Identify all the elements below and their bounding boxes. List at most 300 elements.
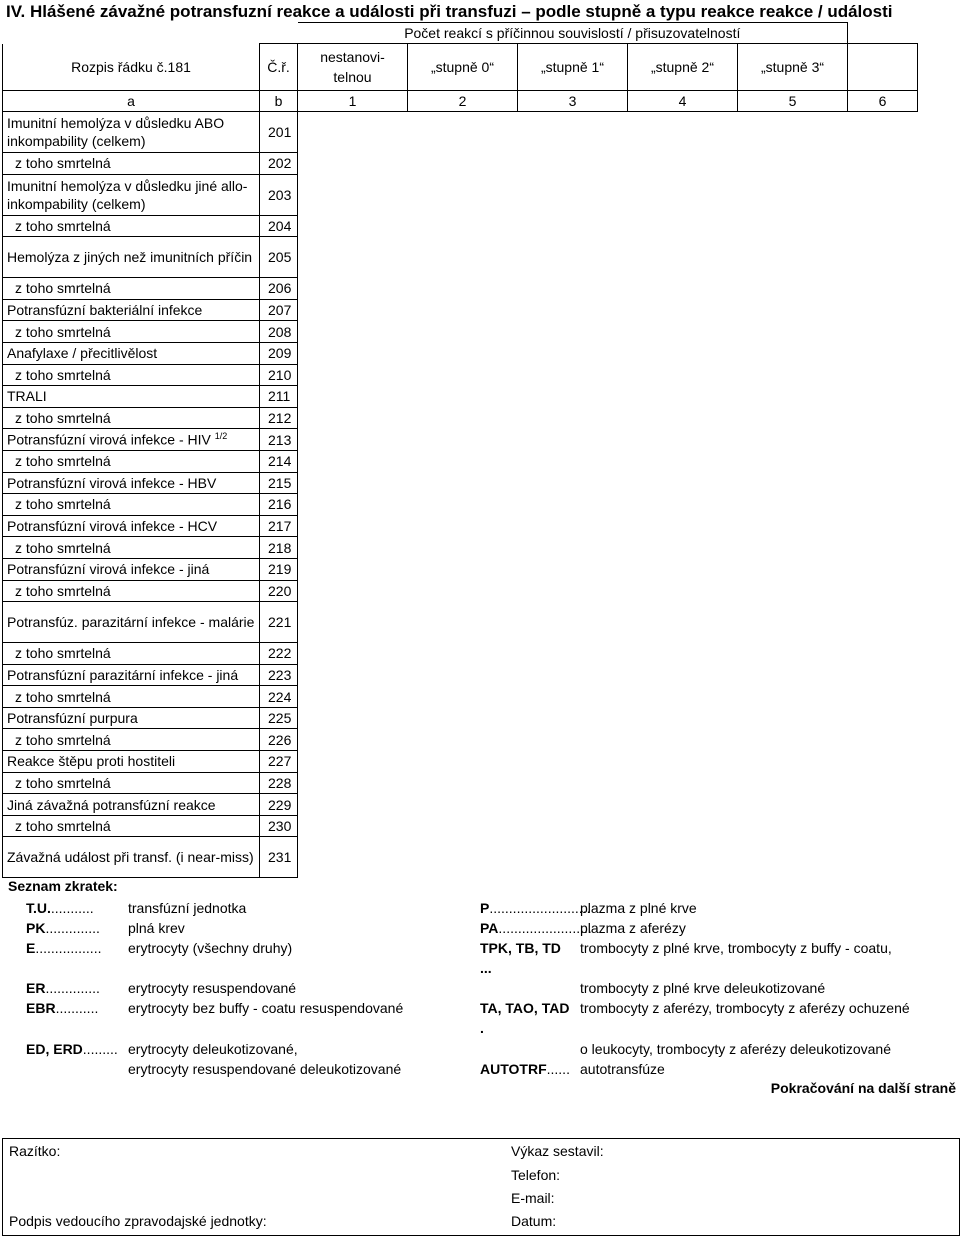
table-row (3, 278, 918, 300)
col-header-b: Č.ř. (260, 44, 298, 91)
row-number: 221 (260, 602, 298, 643)
value-cell-1[interactable] (298, 602, 408, 643)
value-cell-3[interactable] (518, 237, 628, 278)
value-cell-2[interactable] (408, 153, 518, 175)
table-row (3, 664, 918, 686)
value-cell-6[interactable] (848, 729, 918, 751)
value-cell-5[interactable] (738, 515, 848, 537)
row-number: 206 (260, 278, 298, 300)
row-number: 209 (260, 342, 298, 364)
letter-1: 1 (298, 91, 408, 112)
row-label: z toho smrtelná (3, 153, 260, 175)
value-cell-5[interactable] (738, 364, 848, 386)
letter-a: a (3, 91, 260, 112)
value-cell-2[interactable] (408, 602, 518, 643)
value-cell-2[interactable] (408, 515, 518, 537)
value-cell-6[interactable] (848, 153, 918, 175)
table-row (3, 386, 918, 408)
value-cell-3[interactable] (518, 321, 628, 343)
value-cell-4[interactable] (628, 174, 738, 215)
value-cell-5[interactable] (738, 558, 848, 580)
value-cell-5[interactable] (738, 707, 848, 729)
value-cell-5[interactable] (738, 278, 848, 300)
value-cell-4[interactable] (628, 429, 738, 451)
row-label: Potransfúzní bakteriální infekce (3, 299, 260, 321)
value-cell-1[interactable] (298, 237, 408, 278)
value-cell-5[interactable] (738, 772, 848, 794)
value-cell-3[interactable] (518, 299, 628, 321)
value-cell-4[interactable] (628, 153, 738, 175)
value-cell-5[interactable] (738, 537, 848, 559)
table-row (3, 515, 918, 537)
value-cell-3[interactable] (518, 174, 628, 215)
value-cell-3[interactable] (518, 558, 628, 580)
table-row (3, 707, 918, 729)
value-cell-3[interactable] (518, 278, 628, 300)
value-cell-2[interactable] (408, 215, 518, 237)
value-cell-5[interactable] (738, 494, 848, 516)
value-cell-3[interactable] (518, 215, 628, 237)
value-cell-1[interactable] (298, 321, 408, 343)
table-row (3, 299, 918, 321)
value-cell-3[interactable] (518, 450, 628, 472)
stamp-label: Razítko: (9, 1143, 61, 1159)
value-cell-2[interactable] (408, 837, 518, 878)
value-cell-2[interactable] (408, 386, 518, 408)
value-cell-2[interactable] (408, 299, 518, 321)
value-cell-1[interactable] (298, 643, 408, 665)
value-cell-3[interactable] (518, 112, 628, 153)
row-label: Potransfúz. parazitární infekce - malárie (3, 602, 260, 643)
value-cell-1[interactable] (298, 772, 408, 794)
value-cell-5[interactable] (738, 686, 848, 708)
value-cell-3[interactable] (518, 494, 628, 516)
value-cell-2[interactable] (408, 278, 518, 300)
value-cell-4[interactable] (628, 386, 738, 408)
row-label: z toho smrtelná (3, 407, 260, 429)
letter-3: 3 (518, 91, 628, 112)
row-number: 204 (260, 215, 298, 237)
value-cell-5[interactable] (738, 237, 848, 278)
value-cell-3[interactable] (518, 153, 628, 175)
value-cell-4[interactable] (628, 751, 738, 773)
value-cell-6[interactable] (848, 772, 918, 794)
value-cell-6[interactable] (848, 429, 918, 451)
col-header-6 (848, 44, 918, 91)
row-number: 201 (260, 112, 298, 153)
table-row (3, 772, 918, 794)
row-label: Reakce štěpu proti hostiteli (3, 751, 260, 773)
legend-item: AUTOTRF...... autotransfúze (480, 1061, 665, 1077)
letter-4: 4 (628, 91, 738, 112)
legend-item: EBR........... erytrocyty bez buffy - coatu resuspendované (26, 1000, 404, 1016)
value-cell-6[interactable] (848, 643, 918, 665)
row-label: z toho smrtelná (3, 364, 260, 386)
col-header-1: nestanovi-telnou (298, 44, 408, 91)
value-cell-6[interactable] (848, 751, 918, 773)
value-cell-3[interactable] (518, 342, 628, 364)
row-number: 224 (260, 686, 298, 708)
row-number: 222 (260, 643, 298, 665)
table-row (3, 729, 918, 751)
value-cell-1[interactable] (298, 837, 408, 878)
value-cell-2[interactable] (408, 450, 518, 472)
value-cell-3[interactable] (518, 472, 628, 494)
value-cell-2[interactable] (408, 580, 518, 602)
value-cell-4[interactable] (628, 772, 738, 794)
row-label: TRALI (3, 386, 260, 408)
row-number: 202 (260, 153, 298, 175)
row-number: 215 (260, 472, 298, 494)
value-cell-6[interactable] (848, 342, 918, 364)
value-cell-4[interactable] (628, 299, 738, 321)
value-cell-1[interactable] (298, 386, 408, 408)
table-row (3, 112, 918, 153)
row-number: 213 (260, 429, 298, 451)
legend-heading: Seznam zkratek: (8, 878, 118, 894)
value-cell-2[interactable] (408, 112, 518, 153)
value-cell-2[interactable] (408, 174, 518, 215)
legend-item: PK.............. plná krev (26, 920, 185, 936)
value-cell-3[interactable] (518, 837, 628, 878)
value-cell-3[interactable] (518, 602, 628, 643)
value-cell-5[interactable] (738, 342, 848, 364)
value-cell-3[interactable] (518, 364, 628, 386)
value-cell-3[interactable] (518, 386, 628, 408)
table-row (3, 602, 918, 643)
value-cell-1[interactable] (298, 686, 408, 708)
row-label: z toho smrtelná (3, 643, 260, 665)
col-header-3: „stupně 1“ (518, 44, 628, 91)
value-cell-1[interactable] (298, 407, 408, 429)
row-label: Anafylaxe / přecitlivělost (3, 342, 260, 364)
value-cell-6[interactable] (848, 707, 918, 729)
value-cell-4[interactable] (628, 450, 738, 472)
value-cell-6[interactable] (848, 494, 918, 516)
value-cell-2[interactable] (408, 472, 518, 494)
value-cell-1[interactable] (298, 537, 408, 559)
value-cell-6[interactable] (848, 837, 918, 878)
row-label: Imunitní hemolýza v důsledku jiné allo-inkompability (celkem) (3, 174, 260, 215)
value-cell-6[interactable] (848, 664, 918, 686)
value-cell-6[interactable] (848, 580, 918, 602)
value-cell-1[interactable] (298, 112, 408, 153)
row-number: 231 (260, 837, 298, 878)
table-row (3, 321, 918, 343)
value-cell-3[interactable] (518, 643, 628, 665)
legend-item: E................. erytrocyty (všechny druhy) (26, 940, 293, 956)
row-label: z toho smrtelná (3, 215, 260, 237)
value-cell-6[interactable] (848, 364, 918, 386)
value-cell-1[interactable] (298, 472, 408, 494)
table-row (3, 580, 918, 602)
table-row (3, 450, 918, 472)
value-cell-2[interactable] (408, 558, 518, 580)
row-label: z toho smrtelná (3, 321, 260, 343)
row-label: z toho smrtelná (3, 729, 260, 751)
row-number: 214 (260, 450, 298, 472)
row-number: 230 (260, 815, 298, 837)
value-cell-1[interactable] (298, 450, 408, 472)
legend-item: ER.............. erytrocyty resuspendované (26, 980, 297, 996)
value-cell-4[interactable] (628, 364, 738, 386)
value-cell-4[interactable] (628, 664, 738, 686)
value-cell-2[interactable] (408, 815, 518, 837)
value-cell-5[interactable] (738, 643, 848, 665)
value-cell-1[interactable] (298, 515, 408, 537)
value-cell-3[interactable] (518, 537, 628, 559)
row-label: Závažná událost při transf. (i near-miss) (3, 837, 260, 878)
value-cell-5[interactable] (738, 751, 848, 773)
value-cell-1[interactable] (298, 153, 408, 175)
value-cell-1[interactable] (298, 794, 408, 816)
value-cell-6[interactable] (848, 815, 918, 837)
value-cell-2[interactable] (408, 321, 518, 343)
legend-item: ... (480, 960, 492, 976)
value-cell-6[interactable] (848, 112, 918, 153)
value-cell-1[interactable] (298, 558, 408, 580)
row-label: z toho smrtelná (3, 686, 260, 708)
value-cell-1[interactable] (298, 815, 408, 837)
value-cell-2[interactable] (408, 237, 518, 278)
table-row (3, 237, 918, 278)
table-row (3, 794, 918, 816)
col-header-a: Rozpis řádku č.181 (3, 44, 260, 91)
row-number: 220 (260, 580, 298, 602)
legend-item: TA, TAO, TAD trombocyty z aferézy, trombocyty z aferézy ochuzené (480, 1000, 910, 1016)
table-row (3, 643, 918, 665)
value-cell-6[interactable] (848, 278, 918, 300)
row-number: 225 (260, 707, 298, 729)
value-cell-5[interactable] (738, 429, 848, 451)
value-cell-3[interactable] (518, 729, 628, 751)
row-number: 218 (260, 537, 298, 559)
value-cell-4[interactable] (628, 112, 738, 153)
value-cell-2[interactable] (408, 429, 518, 451)
value-cell-3[interactable] (518, 794, 628, 816)
value-cell-1[interactable] (298, 664, 408, 686)
value-cell-2[interactable] (408, 342, 518, 364)
value-cell-2[interactable] (408, 407, 518, 429)
value-cell-5[interactable] (738, 153, 848, 175)
col-header-4: „stupně 2“ (628, 44, 738, 91)
phone-label: Telefon: (511, 1167, 561, 1183)
value-cell-5[interactable] (738, 386, 848, 408)
letter-2: 2 (408, 91, 518, 112)
value-cell-5[interactable] (738, 299, 848, 321)
value-cell-4[interactable] (628, 729, 738, 751)
value-cell-1[interactable] (298, 429, 408, 451)
value-cell-6[interactable] (848, 602, 918, 643)
value-cell-1[interactable] (298, 174, 408, 215)
value-cell-4[interactable] (628, 537, 738, 559)
value-cell-4[interactable] (628, 686, 738, 708)
value-cell-1[interactable] (298, 580, 408, 602)
table-row (3, 537, 918, 559)
row-number: 205 (260, 237, 298, 278)
table-row (3, 407, 918, 429)
value-cell-2[interactable] (408, 772, 518, 794)
value-cell-2[interactable] (408, 707, 518, 729)
abbreviation-list (8, 878, 958, 898)
row-number: 217 (260, 515, 298, 537)
row-label: Potransfúzní virová infekce - HCV (3, 515, 260, 537)
value-cell-2[interactable] (408, 664, 518, 686)
legend-item: PA........................ plazma z aferézy (480, 920, 686, 936)
value-cell-2[interactable] (408, 643, 518, 665)
legend-item: . (480, 1020, 484, 1036)
row-number: 210 (260, 364, 298, 386)
table-row (3, 494, 918, 516)
value-cell-3[interactable] (518, 686, 628, 708)
row-label: z toho smrtelná (3, 494, 260, 516)
value-cell-6[interactable] (848, 215, 918, 237)
value-cell-4[interactable] (628, 837, 738, 878)
value-cell-6[interactable] (848, 407, 918, 429)
row-number: 229 (260, 794, 298, 816)
value-cell-2[interactable] (408, 794, 518, 816)
value-cell-2[interactable] (408, 751, 518, 773)
table-row (3, 364, 918, 386)
value-cell-4[interactable] (628, 321, 738, 343)
table-row (3, 174, 918, 215)
value-cell-1[interactable] (298, 342, 408, 364)
value-cell-2[interactable] (408, 494, 518, 516)
value-cell-4[interactable] (628, 494, 738, 516)
value-cell-5[interactable] (738, 472, 848, 494)
value-cell-4[interactable] (628, 558, 738, 580)
value-cell-1[interactable] (298, 751, 408, 773)
letter-6: 6 (848, 91, 918, 112)
value-cell-6[interactable] (848, 450, 918, 472)
email-label: E-mail: (511, 1190, 555, 1206)
legend-item: T.U............ transfúzní jednotka (26, 900, 247, 916)
value-cell-3[interactable] (518, 815, 628, 837)
row-label: z toho smrtelná (3, 580, 260, 602)
row-number: 207 (260, 299, 298, 321)
value-cell-4[interactable] (628, 815, 738, 837)
value-cell-1[interactable] (298, 299, 408, 321)
row-label: z toho smrtelná (3, 450, 260, 472)
row-label: Potransfúzní purpura (3, 707, 260, 729)
value-cell-4[interactable] (628, 643, 738, 665)
value-cell-6[interactable] (848, 386, 918, 408)
value-cell-5[interactable] (738, 112, 848, 153)
value-cell-5[interactable] (738, 321, 848, 343)
value-cell-4[interactable] (628, 794, 738, 816)
row-label: z toho smrtelná (3, 772, 260, 794)
value-cell-4[interactable] (628, 580, 738, 602)
letter-b: b (260, 91, 298, 112)
value-cell-6[interactable] (848, 686, 918, 708)
row-label: z toho smrtelná (3, 815, 260, 837)
value-cell-3[interactable] (518, 707, 628, 729)
row-number: 226 (260, 729, 298, 751)
value-cell-6[interactable] (848, 174, 918, 215)
value-cell-5[interactable] (738, 407, 848, 429)
signature-label: Podpis vedoucího zpravodajské jednotky: (9, 1213, 267, 1229)
value-cell-2[interactable] (408, 537, 518, 559)
row-number: 219 (260, 558, 298, 580)
table-row (3, 153, 918, 175)
value-cell-3[interactable] (518, 772, 628, 794)
value-cell-5[interactable] (738, 174, 848, 215)
value-cell-6[interactable] (848, 515, 918, 537)
value-cell-5[interactable] (738, 729, 848, 751)
value-cell-1[interactable] (298, 494, 408, 516)
table-row (3, 751, 918, 773)
value-cell-5[interactable] (738, 450, 848, 472)
value-cell-1[interactable] (298, 215, 408, 237)
value-cell-5[interactable] (738, 664, 848, 686)
value-cell-3[interactable] (518, 580, 628, 602)
value-cell-1[interactable] (298, 729, 408, 751)
value-cell-4[interactable] (628, 278, 738, 300)
value-cell-2[interactable] (408, 686, 518, 708)
value-cell-4[interactable] (628, 215, 738, 237)
value-cell-4[interactable] (628, 515, 738, 537)
value-cell-5[interactable] (738, 215, 848, 237)
value-cell-6[interactable] (848, 558, 918, 580)
value-cell-4[interactable] (628, 237, 738, 278)
value-cell-5[interactable] (738, 602, 848, 643)
value-cell-3[interactable] (518, 664, 628, 686)
value-cell-3[interactable] (518, 515, 628, 537)
row-label: Potransfúzní parazitární infekce - jiná (3, 664, 260, 686)
row-number: 228 (260, 772, 298, 794)
row-number: 212 (260, 407, 298, 429)
value-cell-5[interactable] (738, 580, 848, 602)
value-cell-4[interactable] (628, 602, 738, 643)
value-cell-3[interactable] (518, 407, 628, 429)
group-header: Počet reakcí s příčinnou souvislostí / přisuzovatelností (298, 23, 848, 44)
value-cell-4[interactable] (628, 707, 738, 729)
value-cell-4[interactable] (628, 342, 738, 364)
value-cell-6[interactable] (848, 299, 918, 321)
value-cell-5[interactable] (738, 794, 848, 816)
value-cell-6[interactable] (848, 537, 918, 559)
value-cell-6[interactable] (848, 321, 918, 343)
value-cell-6[interactable] (848, 794, 918, 816)
legend-item: ED, ERD......... erytrocyty deleukotizované, (26, 1041, 298, 1057)
col-header-5: „stupně 3“ (738, 44, 848, 91)
value-cell-2[interactable] (408, 729, 518, 751)
table-row (3, 686, 918, 708)
row-label: Jiná závažná potransfúzní reakce (3, 794, 260, 816)
table-row (3, 837, 918, 878)
value-cell-1[interactable] (298, 278, 408, 300)
table-row (3, 558, 918, 580)
value-cell-6[interactable] (848, 237, 918, 278)
value-cell-6[interactable] (848, 472, 918, 494)
value-cell-1[interactable] (298, 707, 408, 729)
row-number: 211 (260, 386, 298, 408)
legend-item: TPK, TB, TD trombocyty z plné krve, trombocyty z buffy - coatu, (480, 940, 892, 956)
row-number: 227 (260, 751, 298, 773)
continue-note: Pokračování na další straně (770, 1080, 956, 1096)
value-cell-5[interactable] (738, 837, 848, 878)
table-row (3, 215, 918, 237)
value-cell-2[interactable] (408, 364, 518, 386)
value-cell-4[interactable] (628, 472, 738, 494)
legend-item: P.......................... plazma z plné krve (480, 900, 697, 916)
value-cell-3[interactable] (518, 751, 628, 773)
value-cell-1[interactable] (298, 364, 408, 386)
value-cell-3[interactable] (518, 429, 628, 451)
value-cell-5[interactable] (738, 815, 848, 837)
value-cell-4[interactable] (628, 407, 738, 429)
table-row (3, 815, 918, 837)
